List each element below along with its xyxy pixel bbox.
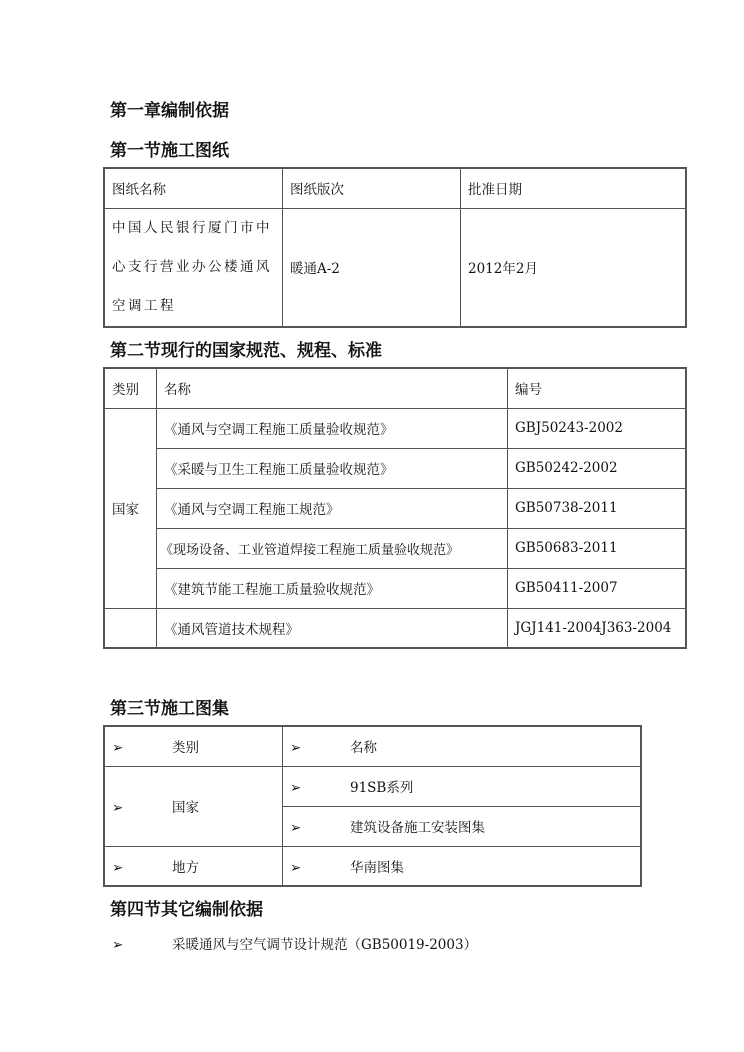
chapter-title: 第一章编制依据 xyxy=(110,101,229,121)
name-line: 中国人民银行厦门市中 xyxy=(112,219,272,236)
standards-table xyxy=(103,367,687,649)
bullet-icon: ➢ xyxy=(112,800,124,816)
category-label: 国家 xyxy=(172,800,199,816)
standard-code: GB50242-2002 xyxy=(508,448,687,488)
standard-name: 《通风与空调工程施工质量验收规范》 xyxy=(157,408,508,448)
atlas-label: 华南图集 xyxy=(350,859,404,876)
header-cell: 名称 xyxy=(157,368,508,408)
bullet-icon: ➢ xyxy=(112,740,124,757)
drawings-table xyxy=(103,167,687,328)
other-basis-item xyxy=(112,933,477,953)
atlas-name xyxy=(283,846,642,886)
standard-code: JGJ141-2004J363-2004 xyxy=(508,608,687,648)
standard-name: 《现场设备、工业管道焊接工程施工质量验收规范》 xyxy=(157,528,508,568)
standard-name: 《通风管道技术规程》 xyxy=(157,608,508,648)
bullet-icon: ➢ xyxy=(112,859,124,876)
category-cell: 国家 xyxy=(104,408,157,608)
atlas-label: 91SB系列 xyxy=(350,780,414,796)
header-cell: 图纸名称 xyxy=(104,168,283,208)
standard-code: GB50683-2011 xyxy=(508,528,687,568)
drawing-version-cell: 暖通A-2 xyxy=(283,208,461,327)
bullet-icon: ➢ xyxy=(290,740,302,757)
category-cell xyxy=(104,766,283,846)
standard-name: 《建筑节能工程施工质量验收规范》 xyxy=(157,568,508,608)
section4-title: 第四节其它编制依据 xyxy=(110,900,263,920)
bullet-icon: ➢ xyxy=(290,820,302,836)
section2-title: 第二节现行的国家规范、规程、标准 xyxy=(110,341,382,361)
bullet-icon: ➢ xyxy=(112,937,124,953)
standard-code: GB50411-2007 xyxy=(508,568,687,608)
header-cell: 图纸版次 xyxy=(283,168,461,208)
name-line: 空调工程 xyxy=(112,297,176,314)
atlas-table xyxy=(103,725,642,887)
header-label: 类别 xyxy=(172,740,199,757)
category-cell-empty xyxy=(104,608,157,648)
header-cell: 类别 xyxy=(104,368,157,408)
approval-date-cell: 2012年2月 xyxy=(461,208,687,327)
other-basis-label: 采暖通风与空气调节设计规范（GB50019-2003） xyxy=(172,937,478,953)
section3-title: 第三节施工图集 xyxy=(110,699,229,719)
category-label: 地方 xyxy=(172,859,199,876)
standard-name: 《通风与空调工程施工规范》 xyxy=(157,488,508,528)
header-cell: 批准日期 xyxy=(461,168,687,208)
section1-title: 第一节施工图纸 xyxy=(110,141,229,161)
name-line: 心支行营业办公楼通风 xyxy=(112,258,272,275)
bullet-icon: ➢ xyxy=(290,780,302,796)
category-cell xyxy=(104,846,283,886)
header-cell xyxy=(104,726,283,766)
standard-name: 《采暖与卫生工程施工质量验收规范》 xyxy=(157,448,508,488)
header-cell xyxy=(283,726,642,766)
standard-code: GBJ50243-2002 xyxy=(508,408,687,448)
header-label: 名称 xyxy=(350,740,377,757)
header-cell: 编号 xyxy=(508,368,687,408)
atlas-name xyxy=(283,806,642,846)
drawing-name-cell xyxy=(104,208,283,327)
atlas-name xyxy=(283,766,642,806)
atlas-label: 建筑设备施工安装图集 xyxy=(350,820,485,836)
standard-code: GB50738-2011 xyxy=(508,488,687,528)
bullet-icon: ➢ xyxy=(290,859,302,876)
